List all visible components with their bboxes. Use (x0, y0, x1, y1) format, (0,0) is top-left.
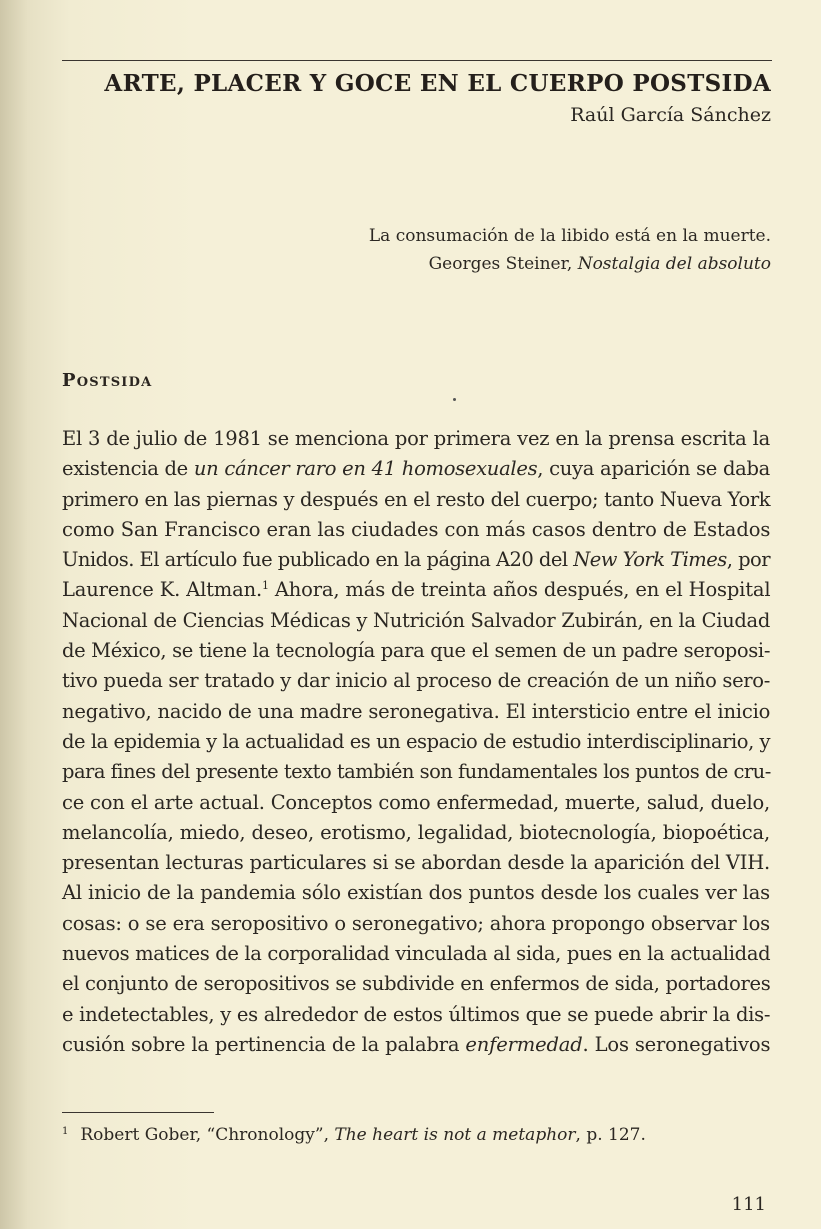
text-line: como San Francisco eran las ciudades con más casos dentro de Estados (62, 517, 771, 541)
text-line: cusión sobre la pertinencia de la palabra enfermedad. Los seronegativos (62, 1032, 771, 1056)
text-line: de la epidemia y la actualidad es un espacio de estudio interdisciplinario, y (62, 729, 771, 753)
text-line: Laurence K. Altman.$^1$ Ahora, más de treinta años después, en el Hospital (62, 578, 771, 602)
text-line: ce con el arte actual. Conceptos como enfermedad, muerte, salud, duelo, (62, 790, 770, 814)
stray-dot (453, 398, 456, 401)
page-number: 111 (731, 1194, 766, 1215)
text-line: El 3 de julio de 1981 se menciona por primera vez en la prensa escrita la (62, 427, 770, 450)
text-line: nuevos matices de la corporalidad vinculada al sida, pues en la actualidad (62, 942, 771, 966)
footnote-number: 1 (62, 1126, 69, 1137)
epigraph-quote: La consumación de la libido está en la muerte. (368, 226, 771, 246)
text-line: primero en las piernas y después en el resto del cuerpo; tanto Nueva York (62, 487, 771, 511)
text-line: para fines del presente texto también son fundamentales los puntos de cru- (62, 760, 771, 784)
footnote-rule (62, 1112, 214, 1113)
text-line: melancolía, miedo, deseo, erotismo, legalidad, biotecnología, biopoética, (62, 820, 770, 844)
text-line: Nacional de Ciencias Médicas y Nutrición Salvador Zubirán, en la Ciudad (62, 608, 770, 632)
text-line: Al inicio de la pandemia sólo existían dos puntos desde los cuales ver las (62, 881, 770, 905)
chapter-title: ARTE, PLACER Y GOCE EN EL CUERPO POSTSIDA (104, 70, 771, 97)
epigraph-source-title: Nostalgia del absoluto (577, 254, 771, 274)
chapter-author: Raúl García Sánchez (570, 104, 771, 126)
text-line: existencia de un cáncer raro en 41 homosexuales, cuya aparición se daba (62, 457, 771, 481)
epigraph-source (369, 250, 771, 278)
text-line: de México, se tiene la tecnología para que el semen de un padre seroposi- (62, 639, 771, 663)
text-line: presentan lecturas particulares si se abordan desde la aparición del VIH. (62, 851, 770, 875)
text-line: e indetectables, y es alrededor de estos últimos que se puede abrir la dis- (62, 1002, 771, 1026)
text-line: Unidos. El artículo fue publicado en la página A20 del New York Times, por (62, 548, 770, 572)
text-line: negativo, nacido de una madre seronegativa. El intersticio entre el inicio (62, 699, 771, 723)
body-paragraph (62, 424, 770, 1060)
header-rule (62, 60, 772, 61)
epigraph-source-author: Georges Steiner, (428, 254, 578, 274)
epigraph (369, 222, 771, 278)
section-heading: Postsida (62, 370, 153, 391)
footnote-ref[interactable]: 1 (262, 579, 269, 593)
text-line: cosas: o se era seropositivo o seronegativo; ahora propongo observar los (62, 911, 770, 935)
text-line: el conjunto de seropositivos se subdivide en enfermos de sida, portadores (62, 972, 771, 996)
footnote: $^1$ Robert Gober, “Chronology”, The heart is not a metaphor, p. 127. (62, 1125, 646, 1145)
text-line: tivo pueda ser tratado y dar inicio al proceso de creación de un niño sero- (62, 669, 770, 693)
